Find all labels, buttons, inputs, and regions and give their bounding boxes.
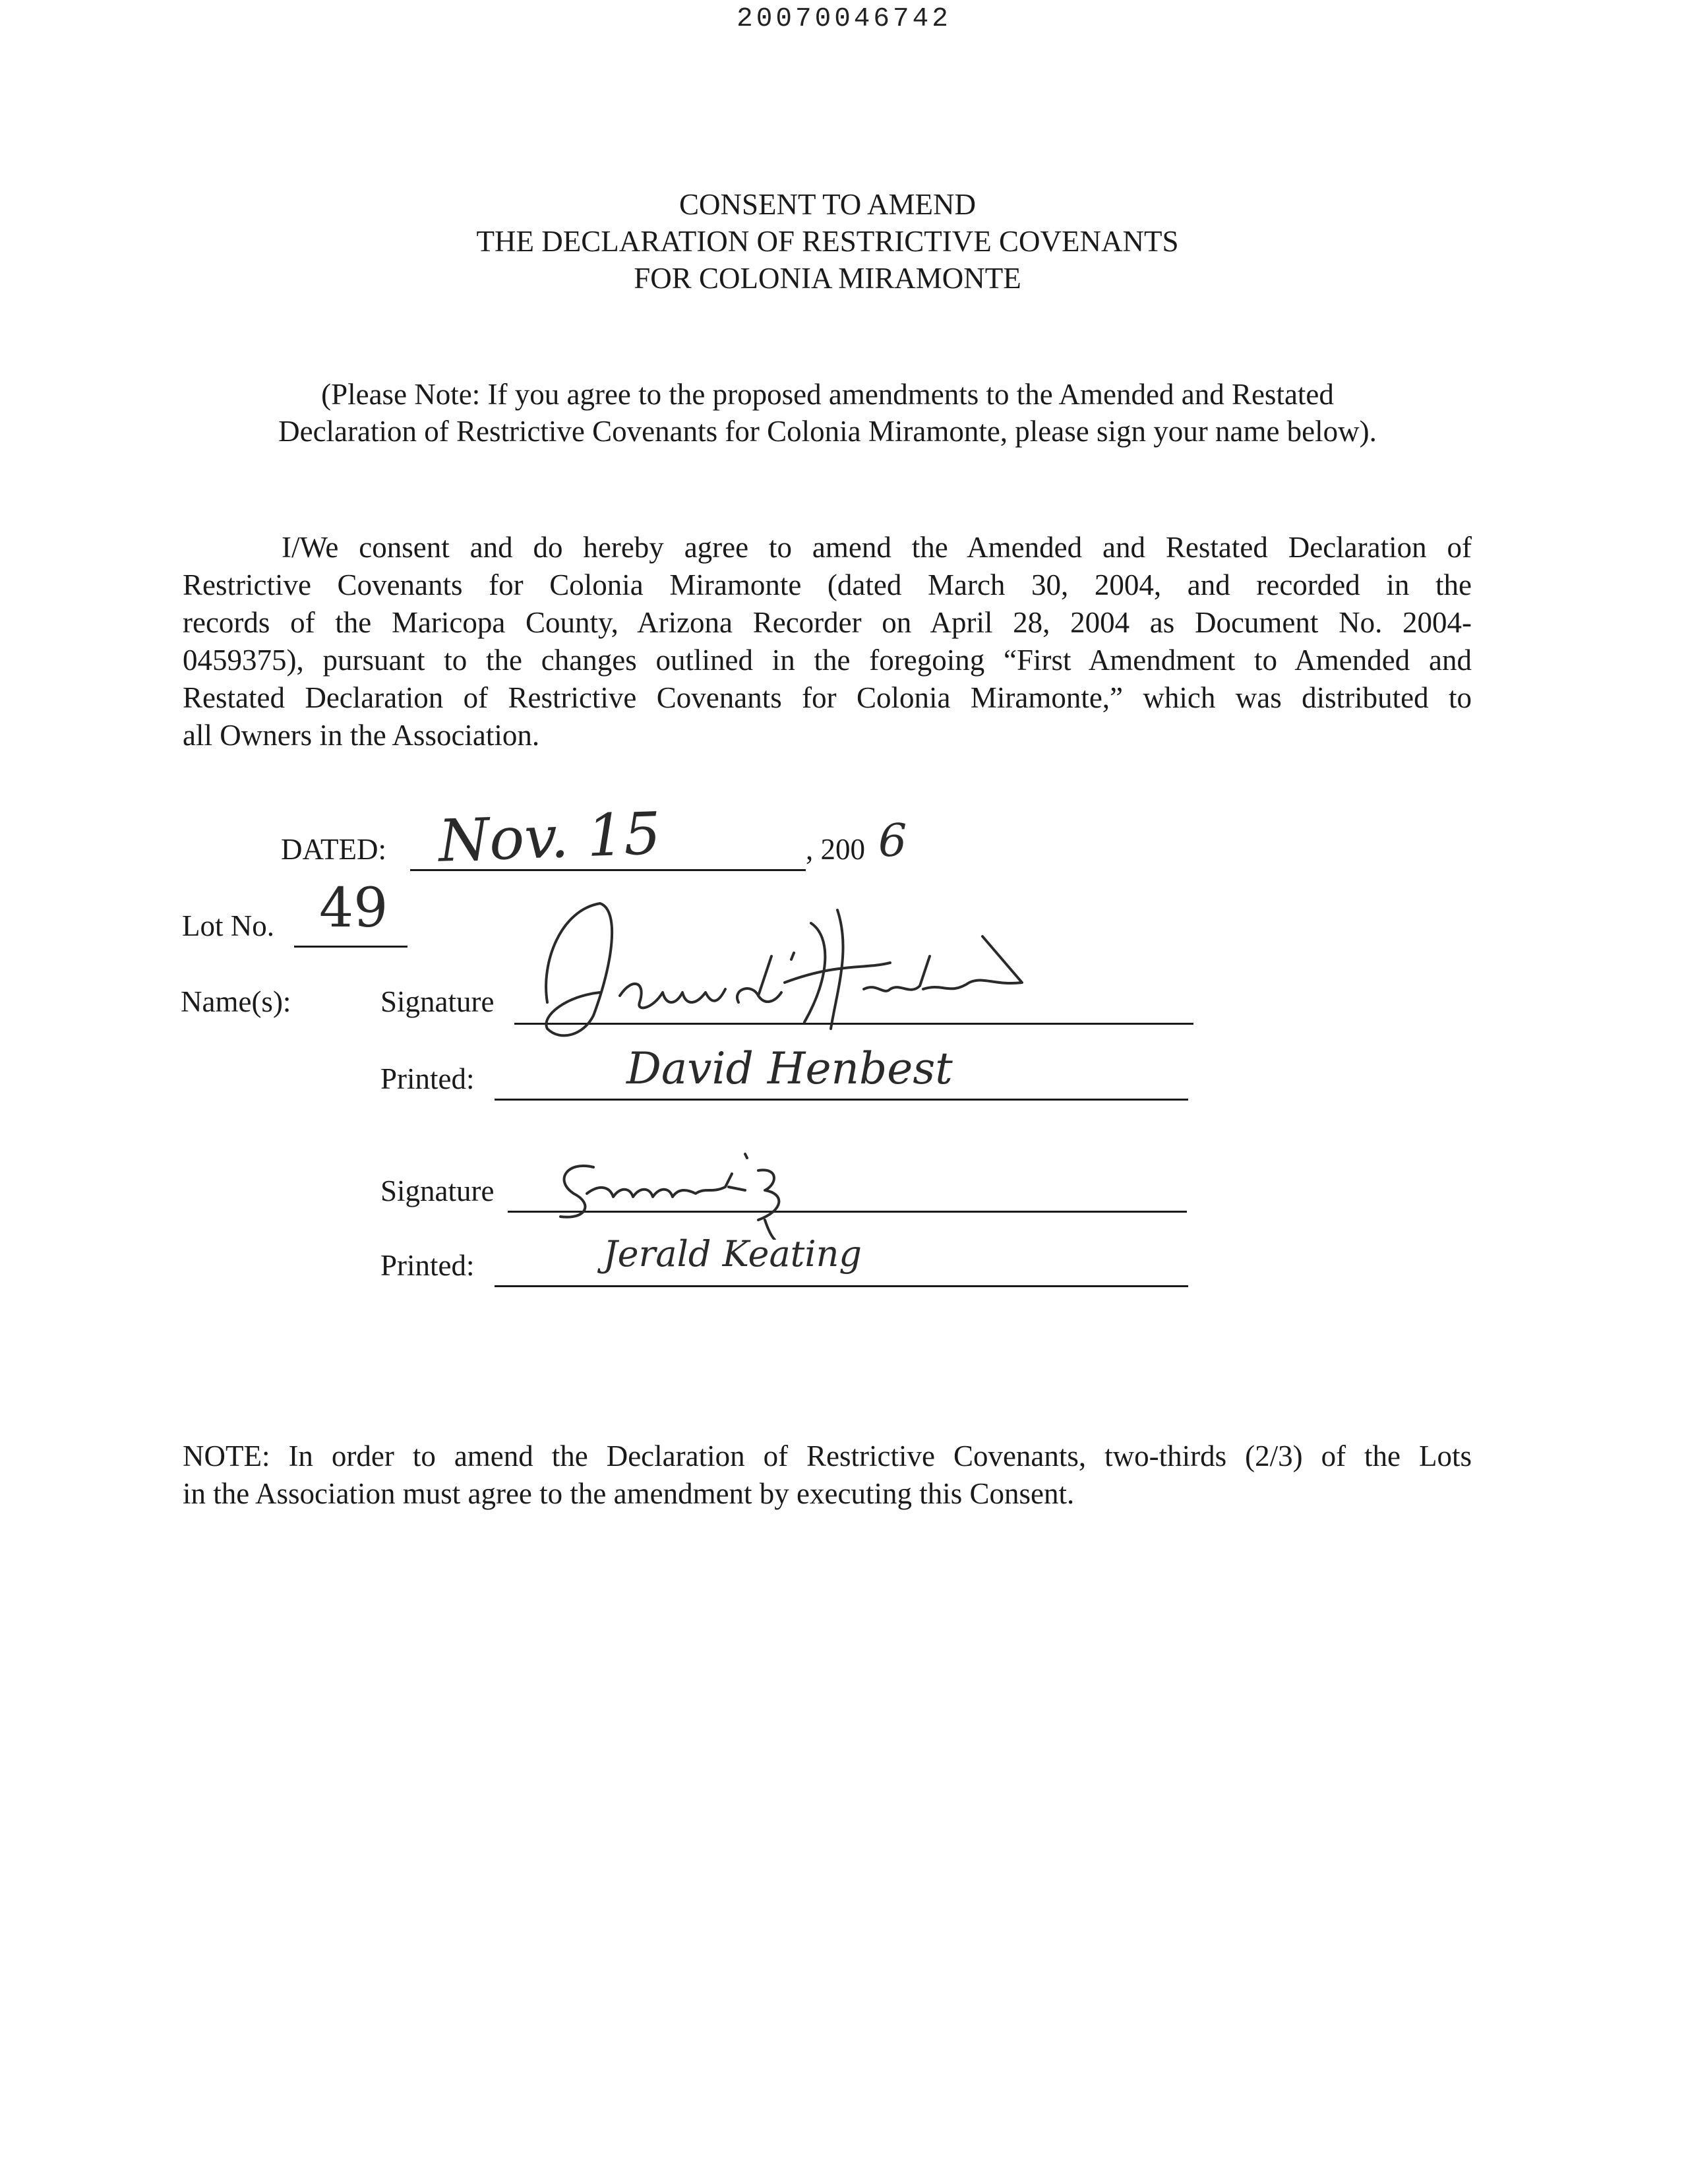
consent-line: records of the Maricopa County, Arizona Recorder on April 28, 2004 as Document No. 2004- [183,606,1472,639]
signature-2-stroke-main [560,1166,745,1217]
lot-number-handwritten[interactable]: 49 [319,877,388,940]
signature-1-stroke-d [546,903,612,1035]
signature-1-stroke-h [785,910,890,1029]
lot-number-underline [294,946,407,948]
signature-1-stroke-dot [791,953,794,959]
please-note-line-1: (Please Note: If you agree to the proposed amendments to the Amended and Restated [321,378,1334,411]
printed-underline-1 [495,1099,1188,1101]
signature-1-stroke-avid [620,984,725,1008]
title-line-2: THE DECLARATION OF RESTRICTIVE COVENANTS [476,225,1179,258]
printed-label-1: Printed: [380,1062,475,1095]
note-line-1: NOTE: In order to amend the Declaration of Restrictive Covenants, two-thirds (2/3) of the Lots [183,1440,1472,1472]
consent-line: all Owners in the Association. [183,719,540,752]
printed-underline-2 [495,1285,1188,1287]
names-label: Name(s): [181,985,291,1018]
signature-label-1: Signature [380,985,495,1018]
note-line-2: in the Association must agree to the amendment by executing this Consent. [183,1477,1075,1510]
signature-label-2: Signature [380,1174,495,1207]
signature-2-image[interactable] [547,1147,890,1240]
recording-document-number: 20070046742 [737,4,951,34]
dated-label: DATED: [281,833,386,866]
consent-line: Restated Declaration of Restrictive Covenants for Colonia Miramonte,” which was distributed to [183,681,1472,714]
amendment-requirement-note [183,1438,1472,1513]
please-note-line-2: Declaration of Restrictive Covenants for Colonia Miramonte, please sign your name below). [278,415,1377,448]
signature-1-image[interactable] [521,884,1101,1055]
consent-line: Restrictive Covenants for Colonia Miramonte (dated March 30, 2004, and recorded in the [183,568,1472,601]
document-title [0,186,1655,297]
dated-year-prefix: , 200 [806,833,865,866]
title-line-3: FOR COLONIA MIRAMONTE [634,262,1021,295]
printed-name-2-handwritten[interactable]: Jerald Keating [603,1233,862,1275]
please-note [0,376,1655,450]
consent-line: 0459375), pursuant to the changes outlined in the foregoing “First Amendment to Amended and [183,644,1472,677]
lot-number-label: Lot No. [182,909,274,942]
printed-label-2: Printed: [380,1249,475,1282]
signature-2-stroke-tail [758,1170,779,1240]
signature-1-stroke-d2 [737,956,781,1002]
consent-paragraph [183,529,1472,754]
printed-name-1-handwritten[interactable]: David Henbest [626,1043,953,1094]
signature-2-stroke-dot [745,1154,747,1158]
dated-handwritten-value[interactable]: Nov. 15 [437,799,662,875]
dated-year-handwritten[interactable]: 6 [878,815,907,867]
title-line-1: CONSENT TO AMEND [678,188,977,221]
consent-line: I/We consent and do hereby agree to amend the Amended and Restated Declaration of [282,531,1472,564]
